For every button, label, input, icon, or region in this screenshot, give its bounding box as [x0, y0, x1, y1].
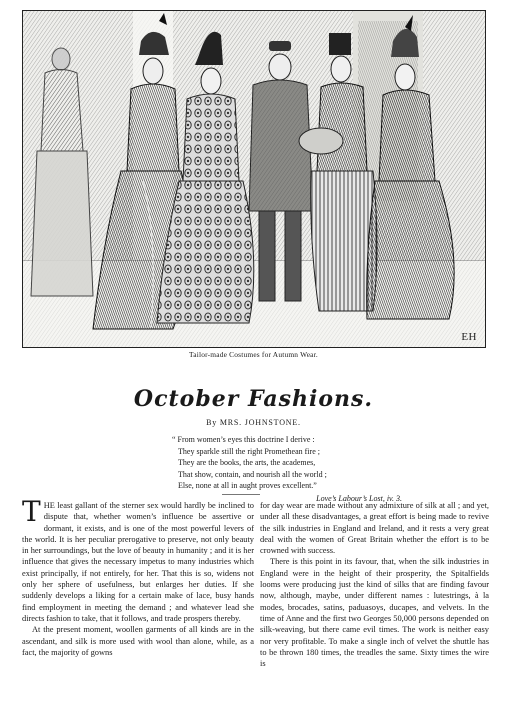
epigraph-source: Love’s Labour’s Lost, iv. 3.	[316, 493, 402, 503]
paragraph: for day wear are made without any admixture of silk at all ; and yet, under all these disadvantages, a great effort is being made to revive the silk industries in England and Ireland, and it rests a very great deal with the women of Great Britain whether the effort is to be crowned with success.	[260, 501, 489, 556]
artist-monogram: EH	[461, 331, 477, 343]
paragraph	[22, 495, 254, 624]
fashion-engraving	[22, 10, 486, 348]
engraving-illustration	[23, 11, 485, 347]
drop-cap: T	[22, 495, 41, 528]
paragraph-text: HE least gallant of the sterner sex would hardly be inclined to dispute that, whether women’s influence be assertive or dormant, it exists, and is one of the most powerful levers of the world. It is her peculiar prerogative to preserve, not only beauty in her surroundings, but the love of beauty in humanity ; and it is her influence that gives the necessary impetus to many industries which exist principally, if not entirely, for her. That this is so, widens not only her sphere of usefulness, but enlarges her duties. If she suddenly develops a liking for a certain make of lace, busy hands find employment in meeting the demand ; and whatever lead she directs fashion to take, that it follows, and trade prospers thereby.	[22, 501, 254, 623]
paragraph: At the present moment, woollen garments of all kinds are in the ascendant, and silk is more used with wool than alone, while, as a fact, the majority of gowns	[22, 625, 254, 657]
epigraph-line: They are the books, the arts, the academes,	[178, 458, 316, 468]
epigraph-line: “ From women’s eyes this doctrine I derive :	[172, 435, 315, 444]
article-byline: By MRS. JOHNSTONE.	[206, 418, 301, 427]
article-column-right	[260, 500, 489, 669]
article-column-left	[22, 495, 254, 658]
illustration-caption: Tailor-made Costumes for Autumn Wear.	[189, 350, 318, 359]
paragraph: There is this point in its favour, that, when the silk industries in England were in the height of their prosperity, the Spitalfields looms were producing just the kind of silks that are finding favour now, although, maybe, under different names : lutestrings, à la modes, brocades, satins, paduasoys, ducapes, and velvets. In the time of Anne and the first two Georges 50,000 persons depended on silk-weaving, but there came evil times. The work is neither easy nor very profitable. To make a single inch of velvet the shuttle has to be thrown 180 times, the treadles the same. Sixty times the wire is	[260, 557, 489, 669]
article-title: October Fashions.	[133, 386, 374, 412]
epigraph-divider	[222, 494, 260, 495]
epigraph-line: Else, none at all in aught proves excellent.”	[178, 481, 317, 491]
epigraph-line: They sparkle still the right Promethean fire ;	[178, 446, 320, 456]
epigraph-line: That show, contain, and nourish all the world ;	[178, 469, 327, 479]
epigraph	[172, 434, 402, 505]
